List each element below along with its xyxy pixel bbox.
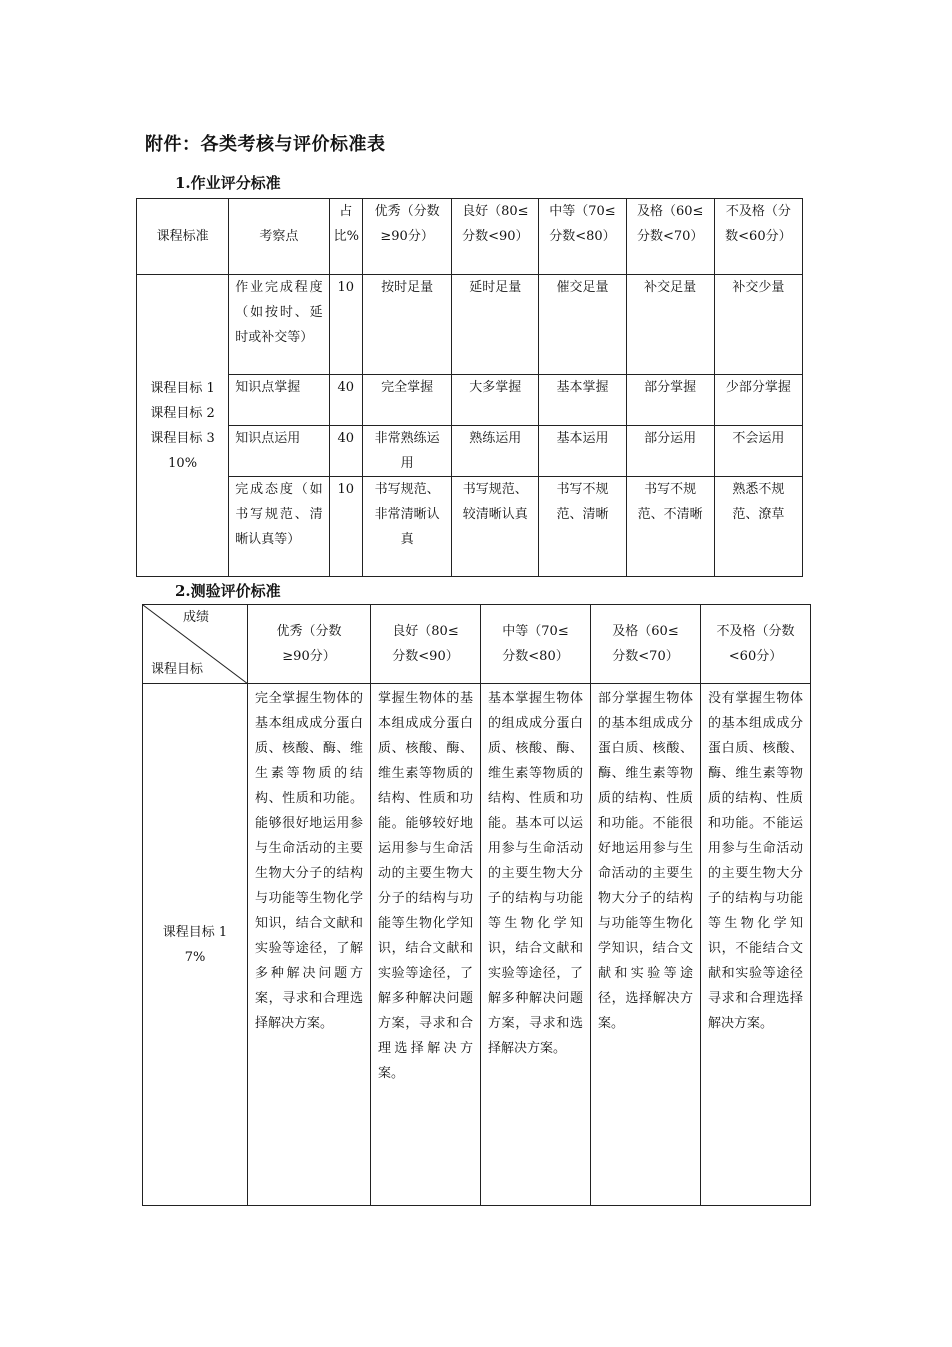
homework-standard-table (136, 198, 803, 577)
table-row (137, 477, 803, 577)
fail-cell: 少部分掌握 (714, 375, 802, 426)
course-goal-weight: 10% (168, 455, 198, 471)
course-goal-label: 课程目标 1 课程目标 2 课程目标 3 (150, 380, 215, 446)
pass-cell: 书写不规范、不清晰 (626, 477, 714, 577)
excellent-cell: 按时足量 (363, 275, 452, 375)
header-course-standard: 课程标准 (137, 199, 229, 275)
header-medium: 中等（70≤分数<80） (539, 199, 626, 275)
ratio-cell: 40 (329, 426, 362, 477)
table-row (137, 426, 803, 477)
course-goal-cell (137, 275, 229, 577)
medium-cell: 催交足量 (539, 275, 626, 375)
header-pass: 及格（60≤分数<70） (626, 199, 714, 275)
table-header-row (143, 605, 811, 684)
good-cell: 熟练运用 (452, 426, 539, 477)
course-goal-label: 课程目标 1 (162, 924, 228, 940)
check-point-cell: 知识点运用 (229, 426, 329, 477)
medium-criteria: 基本掌握生物体的组成成分蛋白质、核酸、酶、维生素等物质的结构、性质和功能。基本可以运用参与生命活动的主要生物大分子的结构与功能等生物化学知识，结合文献和实验等途径，了解多种解决问题方案，寻求和选择解决方案。 (481, 684, 591, 1206)
section-1-title: 1.作业评分标准 (175, 174, 281, 192)
header-ratio: 占比% (329, 199, 362, 275)
check-point-cell: 作业完成程度（如按时、延时或补交等） (229, 275, 329, 375)
header-check-point: 考察点 (229, 199, 329, 275)
good-criteria: 掌握生物体的基本组成成分蛋白质、核酸、酶、维生素等物质的结构、性质和功能。能够较好地运用参与生命活动的主要生物大分子的结构与功能等生物化学知识，结合文献和实验等途径，了解多种解决问题方案，寻求和合理选择解决方案。 (371, 684, 481, 1206)
ratio-cell: 10 (329, 275, 362, 375)
excellent-cell: 完全掌握 (363, 375, 452, 426)
fail-criteria: 没有掌握生物体的基本组成成分蛋白质、核酸、酶、维生素等物质的结构、性质和功能。不能运用参与生命活动的主要生物大分子的结构与功能等生物化学知识，不能结合文献和实验等途径寻求和合理选择解决方案。 (701, 684, 811, 1206)
check-point-cell: 知识点掌握 (229, 375, 329, 426)
header-good: 良好（80≤分数<90） (371, 605, 481, 684)
course-goal-weight: 7% (184, 949, 206, 965)
page-title: 附件：各类考核与评价标准表 (145, 134, 386, 155)
ratio-cell: 10 (329, 477, 362, 577)
good-cell: 大多掌握 (452, 375, 539, 426)
excellent-cell: 非常熟练运用 (363, 426, 452, 477)
section-2-title: 2.测验评价标准 (175, 582, 281, 600)
medium-cell: 基本掌握 (539, 375, 626, 426)
medium-cell: 书写不规范、清晰 (539, 477, 626, 577)
pass-cell: 部分运用 (626, 426, 714, 477)
check-point-cell: 完成态度（如书写规范、清晰认真等） (229, 477, 329, 577)
quiz-standard-table (142, 604, 811, 1206)
header-good: 良好（80≤分数<90） (452, 199, 539, 275)
medium-cell: 基本运用 (539, 426, 626, 477)
header-excellent: 优秀（分数≥90分） (248, 605, 371, 684)
diag-header-goal: 课程目标 (151, 662, 204, 677)
diag-header-score: 成绩 (182, 610, 209, 625)
good-cell: 延时足量 (452, 275, 539, 375)
diagonal-header-cell (143, 605, 248, 684)
header-medium: 中等（70≤分数<80） (481, 605, 591, 684)
table-header-row (137, 199, 803, 275)
table-row (137, 375, 803, 426)
header-pass: 及格（60≤分数<70） (591, 605, 701, 684)
course-goal-cell (143, 684, 248, 1206)
fail-cell: 补交少量 (714, 275, 802, 375)
fail-cell: 不会运用 (714, 426, 802, 477)
table-row (143, 684, 811, 1206)
header-fail: 不及格（分数<60分） (701, 605, 811, 684)
pass-cell: 补交足量 (626, 275, 714, 375)
excellent-criteria: 完全掌握生物体的基本组成成分蛋白质、核酸、酶、维生素等物质的结构、性质和功能。能够很好地运用参与生命活动的主要生物大分子的结构与功能等生物化学知识，结合文献和实验等途径，了解多种解决问题方案，寻求和合理选择解决方案。 (248, 684, 371, 1206)
table-row (137, 275, 803, 375)
fail-cell: 熟悉不规范、潦草 (714, 477, 802, 577)
header-fail: 不及格（分数<60分） (714, 199, 802, 275)
pass-criteria: 部分掌握生物体的基本组成成分蛋白质、核酸、酶、维生素等物质的结构、性质和功能。不能很好地运用参与生命活动的主要生物大分子的结构与功能等生物化学知识，结合文献和实验等途径，选择解决方案。 (591, 684, 701, 1206)
header-excellent: 优秀（分数≥90分） (363, 199, 452, 275)
good-cell: 书写规范、较清晰认真 (452, 477, 539, 577)
pass-cell: 部分掌握 (626, 375, 714, 426)
excellent-cell: 书写规范、非常清晰认真 (363, 477, 452, 577)
ratio-cell: 40 (329, 375, 362, 426)
